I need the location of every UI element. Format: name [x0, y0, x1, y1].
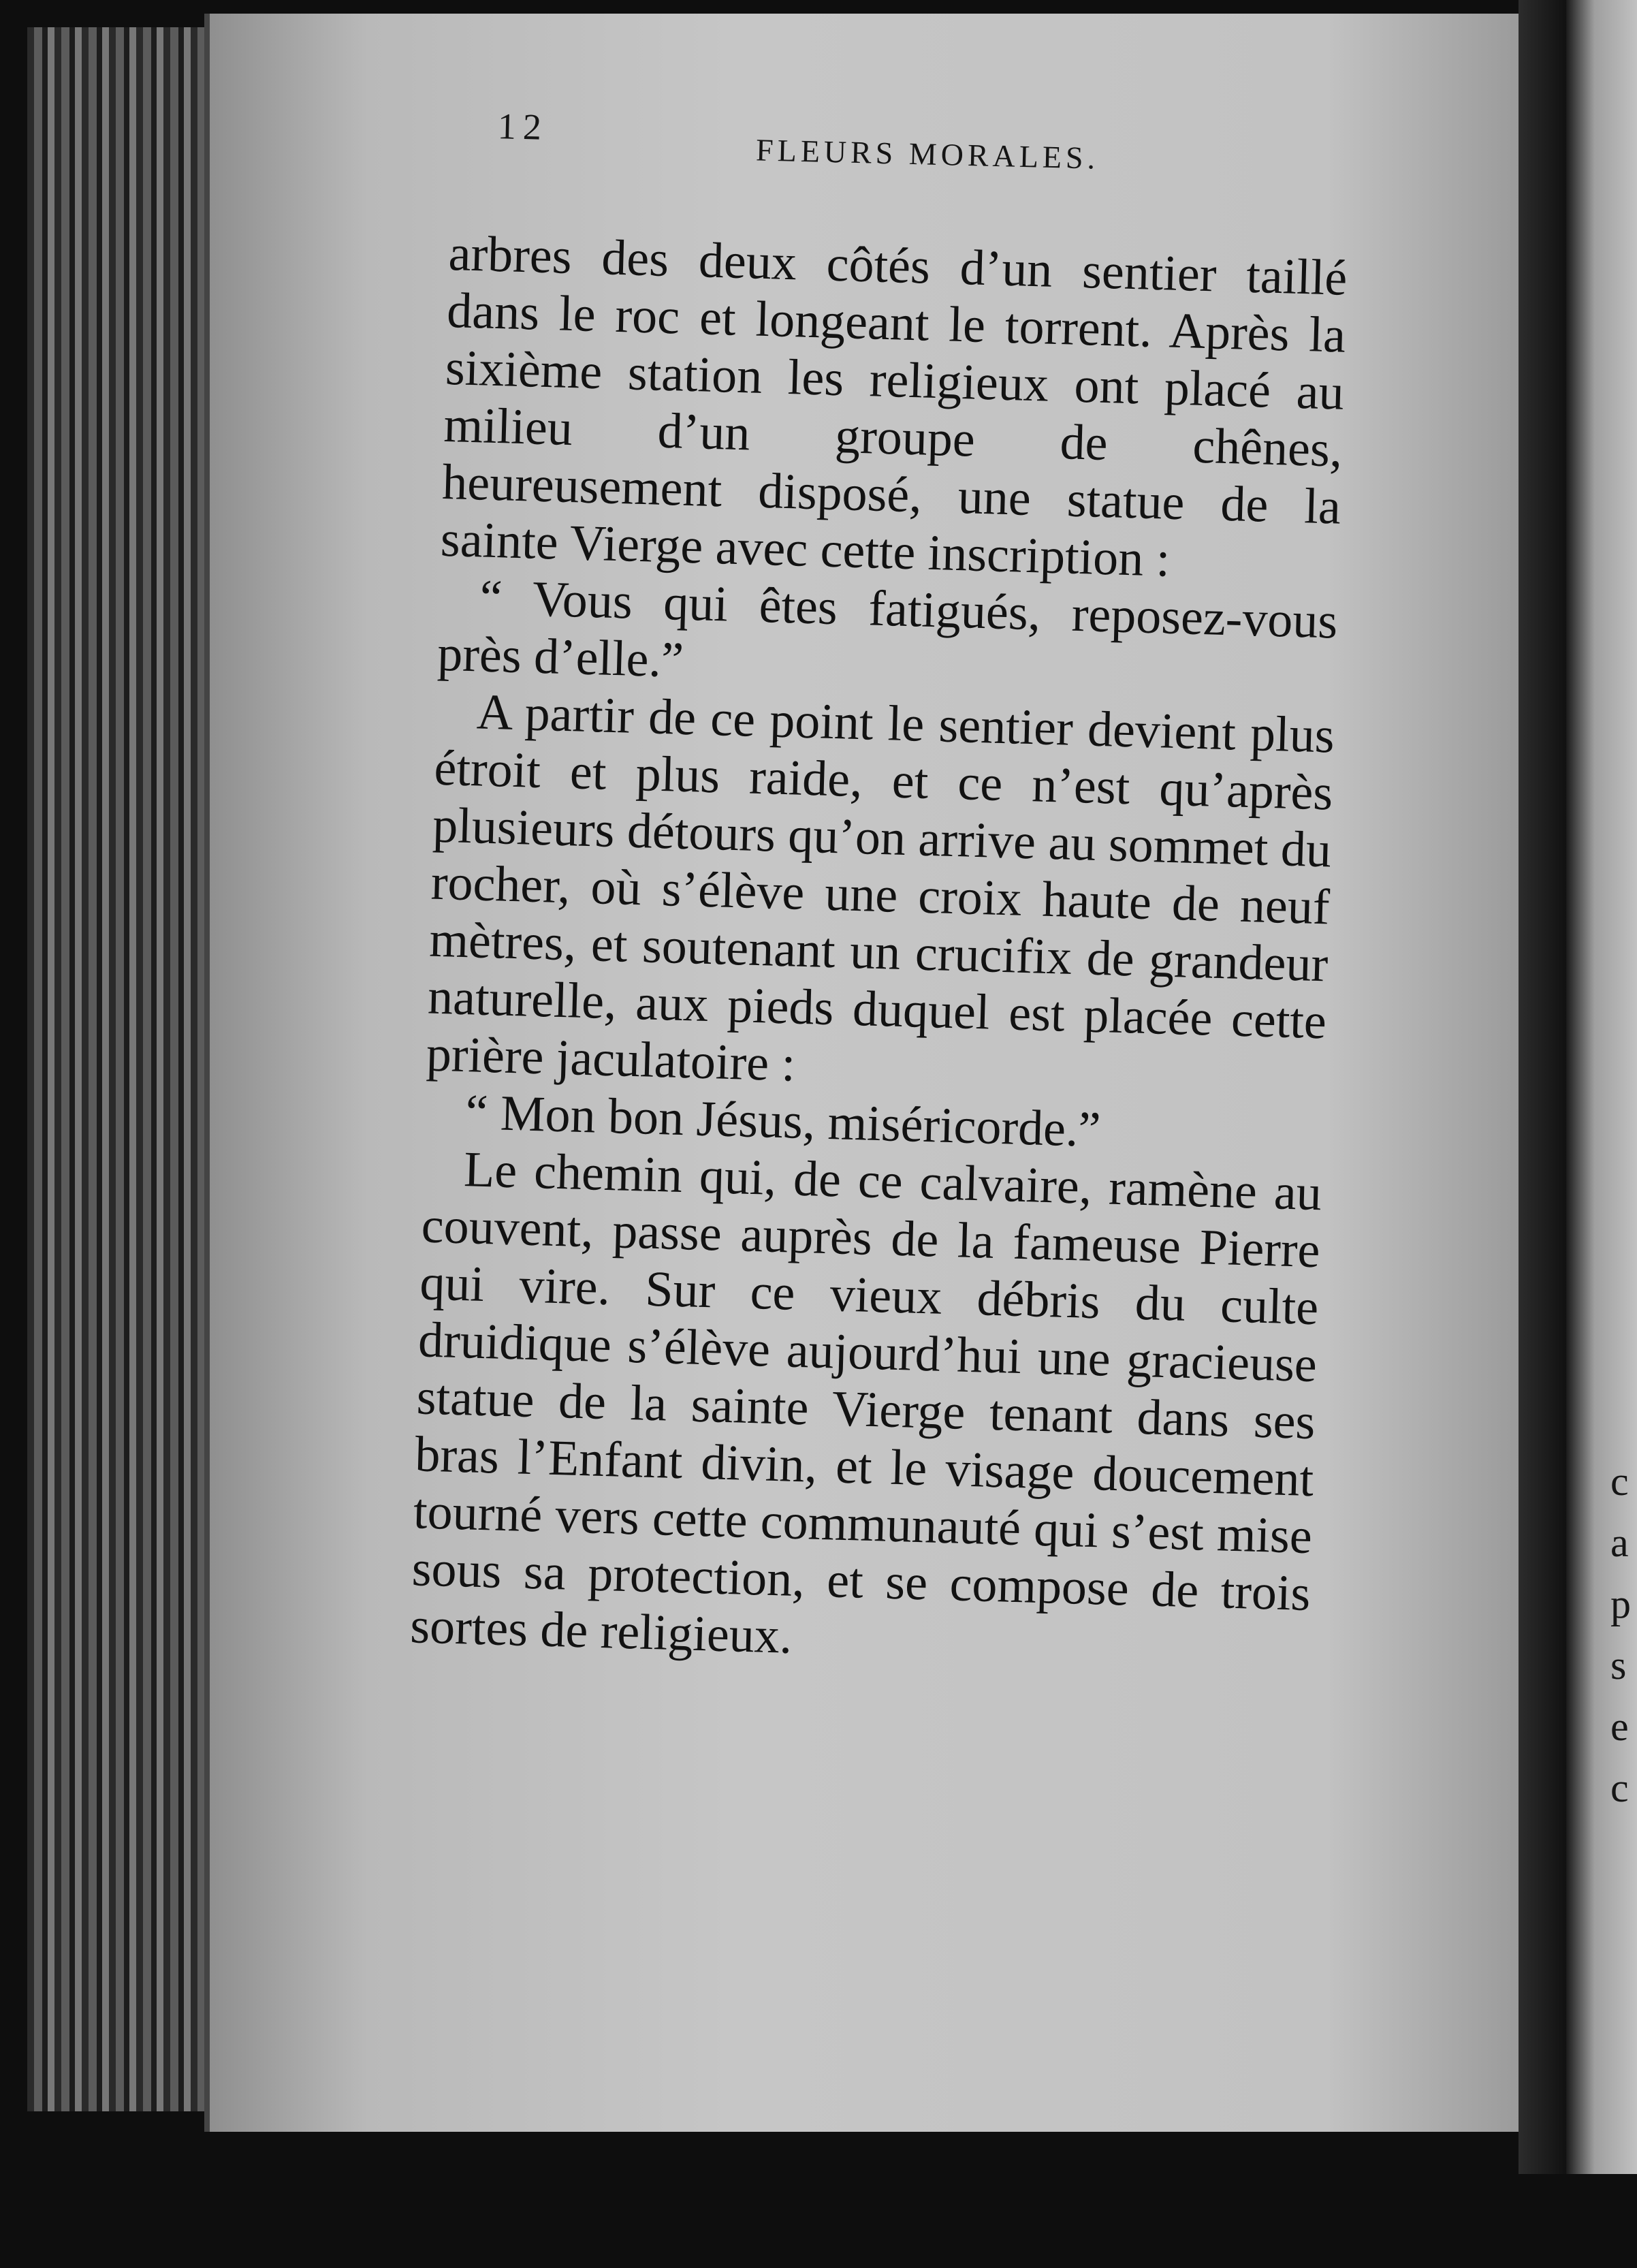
paragraph: arbres des deux côtés d’un sentier taillé dans le roc et longeant le torrent. Après la sixième station les religieux ont placé au milieu d’un groupe de chênes, heureusement disposé, une statue de la sainte Vierge avec cette inscription :	[439, 225, 1348, 588]
paragraph: A partir de ce point le sentier devient plus étroit et plus raide, et ce n’est qu’après plusieurs détours qu’on arrive au sommet du rocher, où s’élève une croix haute de neuf mètres, et soutenant un crucifix de grandeur naturelle, aux pieds duquel est placée cette prière jaculatoire :	[425, 684, 1335, 1092]
paragraph: Le chemin qui, de ce calvaire, ramène au couvent, passe auprès de la fameuse Pierre qui vire. Sur ce vieux débris du culte druidique s’élève aujourd’hui une gracieuse statue de la sainte Vierge tenant dans ses bras l’Enfant divin, et le visage doucement tourné vers cette communauté qui s’est mise sous sa protection, et se compose de trois sortes de religieux.	[409, 1141, 1322, 1665]
fragment: e	[1610, 1704, 1629, 1749]
fragment: s	[1610, 1643, 1627, 1688]
fragment: c	[1610, 1459, 1629, 1504]
book-gutter	[1519, 0, 1566, 2174]
right-page-text-fragments	[1610, 1451, 1637, 2268]
fragment: a	[1610, 1520, 1629, 1565]
quotation: “ Vous qui êtes fatigués, reposez-vous près d’elle.”	[436, 569, 1339, 689]
quotation: “ Mon bon Jésus, miséricorde.”	[464, 1084, 1102, 1159]
page-number: 12	[497, 106, 549, 148]
body-text	[409, 225, 1348, 1680]
running-title: FLEURS MORALES.	[755, 132, 1100, 176]
fragment: p	[1610, 1581, 1631, 1626]
fragment: c	[1610, 1765, 1629, 1810]
